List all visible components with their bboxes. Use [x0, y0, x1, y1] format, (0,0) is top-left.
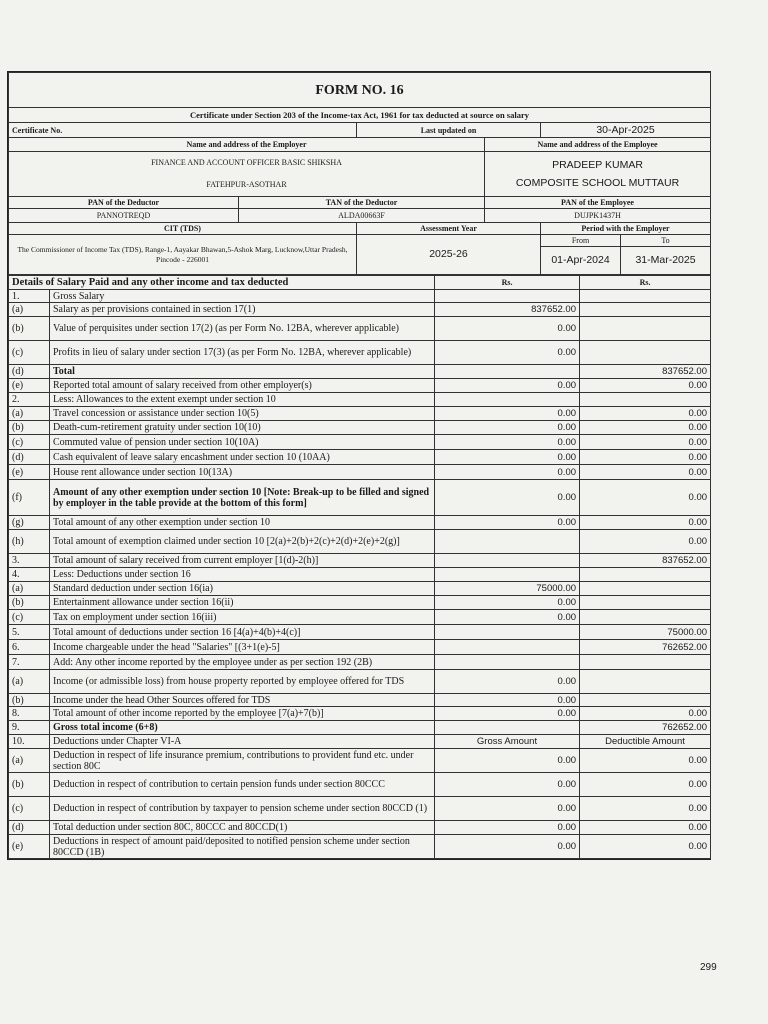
row-total — [580, 582, 711, 596]
tan-deductor-value: ALDA00663F — [239, 209, 485, 223]
row-description: Value of perquisites under section 17(2) (as per Form No. 12BA, wherever applicable) — [50, 317, 435, 341]
table-row — [9, 596, 711, 610]
row-number: 3. — [9, 554, 50, 568]
table-row — [9, 610, 711, 625]
row-description: Total amount of other income reported by the employee [7(a)+7(b)] — [50, 707, 435, 721]
deductions-no: 10. — [9, 735, 50, 749]
employer-name: FINANCE AND ACCOUNT OFFICER BASIC SHIKSHA — [151, 158, 342, 167]
row-number: 8. — [9, 707, 50, 721]
table-row — [9, 393, 711, 407]
pan-employee-label: PAN of the Employee — [485, 197, 711, 209]
row-total — [580, 694, 711, 707]
details-header: Details of Salary Paid and any other income and tax deducted — [9, 276, 435, 290]
row-total: 0.00 — [580, 749, 711, 773]
table-row — [9, 655, 711, 670]
rs-header-1: Rs. — [435, 276, 580, 290]
row-description: Tax on employment under section 16(iii) — [50, 610, 435, 625]
row-number: (e) — [9, 465, 50, 480]
cit-address: The Commissioner of Income Tax (TDS), Range-1, Aayakar Bhawan,5-Ashok Marg, Lucknow,Uttar Pradesh, Pincode - 226001 — [9, 235, 357, 275]
period-from-value: 01-Apr-2024 — [541, 247, 621, 275]
cit-label: CIT (TDS) — [9, 223, 357, 235]
table-row — [9, 516, 711, 530]
row-description: Deduction in respect of life insurance premium, contributions to provident fund etc. under section 80C — [50, 749, 435, 773]
row-amount: 0.00 — [435, 450, 580, 465]
table-row — [9, 435, 711, 450]
table-row — [9, 379, 711, 393]
deduction-row — [9, 797, 711, 821]
row-total: 0.00 — [580, 707, 711, 721]
row-description: Deduction in respect of contribution by taxpayer to pension scheme under section 80CCD (1) — [50, 797, 435, 821]
row-description: Gross total income (6+8) — [50, 721, 435, 735]
table-row — [9, 317, 711, 341]
row-number: (c) — [9, 341, 50, 365]
row-amount — [435, 640, 580, 655]
row-number: (a) — [9, 582, 50, 596]
row-amount: 0.00 — [435, 379, 580, 393]
form-16 — [7, 71, 711, 860]
row-number: (e) — [9, 379, 50, 393]
row-description: Travel concession or assistance under section 10(5) — [50, 407, 435, 421]
assessment-year-value: 2025-26 — [357, 235, 541, 275]
deduction-rows — [9, 749, 711, 859]
row-number: (f) — [9, 480, 50, 516]
row-number: 6. — [9, 640, 50, 655]
row-number: (d) — [9, 821, 50, 835]
row-number: 5. — [9, 625, 50, 640]
row-amount: 0.00 — [435, 435, 580, 450]
row-number: (b) — [9, 773, 50, 797]
row-description: Deduction in respect of contribution to certain pension funds under section 80CCC — [50, 773, 435, 797]
row-total — [580, 610, 711, 625]
deduction-row — [9, 821, 711, 835]
form-header-table — [8, 72, 711, 275]
row-total: 0.00 — [580, 821, 711, 835]
row-number: (a) — [9, 749, 50, 773]
row-description: Amount of any other exemption under section 10 [Note: Break-up to be filled and signed by employer in the table provide at the bottom of this form] — [50, 480, 435, 516]
row-amount: 0.00 — [435, 596, 580, 610]
period-to-value: 31-Mar-2025 — [621, 247, 711, 275]
row-amount: 0.00 — [435, 670, 580, 694]
row-description: Less: Deductions under section 16 — [50, 568, 435, 582]
row-amount — [435, 290, 580, 303]
table-row — [9, 721, 711, 735]
row-total: 0.00 — [580, 516, 711, 530]
employee-label: Name and address of the Employee — [485, 138, 711, 152]
row-amount: 837652.00 — [435, 303, 580, 317]
tan-deductor-label: TAN of the Deductor — [239, 197, 485, 209]
row-amount — [435, 721, 580, 735]
row-amount: 0.00 — [435, 480, 580, 516]
form-title: FORM NO. 16 — [9, 73, 711, 108]
row-total — [580, 655, 711, 670]
period-label: Period with the Employer — [541, 223, 711, 235]
row-total: 0.00 — [580, 797, 711, 821]
row-amount: 0.00 — [435, 516, 580, 530]
row-number: (b) — [9, 421, 50, 435]
last-updated-label: Last updated on — [357, 123, 541, 138]
row-number: 9. — [9, 721, 50, 735]
row-description: Gross Salary — [50, 290, 435, 303]
employer-details — [9, 152, 485, 197]
row-number: (h) — [9, 530, 50, 554]
table-row — [9, 707, 711, 721]
row-amount — [435, 393, 580, 407]
table-row — [9, 568, 711, 582]
employee-address: COMPOSITE SCHOOL MUTTAUR — [515, 177, 680, 189]
row-total: 0.00 — [580, 450, 711, 465]
employee-details — [485, 152, 711, 197]
row-amount: 0.00 — [435, 317, 580, 341]
pan-employee-value: DUJPK1437H — [485, 209, 711, 223]
row-number: (b) — [9, 694, 50, 707]
row-total: 0.00 — [580, 407, 711, 421]
row-amount — [435, 568, 580, 582]
row-total: 0.00 — [580, 480, 711, 516]
row-total: 837652.00 — [580, 365, 711, 379]
row-amount: 0.00 — [435, 465, 580, 480]
table-row — [9, 465, 711, 480]
row-description: House rent allowance under section 10(13A) — [50, 465, 435, 480]
row-amount: 0.00 — [435, 421, 580, 435]
row-number: (g) — [9, 516, 50, 530]
deduction-row — [9, 835, 711, 859]
row-amount: 0.00 — [435, 773, 580, 797]
row-number: 1. — [9, 290, 50, 303]
row-total: 0.00 — [580, 379, 711, 393]
row-amount — [435, 554, 580, 568]
salary-rows — [9, 290, 711, 735]
row-amount: 0.00 — [435, 821, 580, 835]
rs-header-2: Rs. — [580, 276, 711, 290]
row-total: 762652.00 — [580, 721, 711, 735]
row-total: 0.00 — [580, 530, 711, 554]
table-row — [9, 694, 711, 707]
row-total — [580, 670, 711, 694]
row-number: (d) — [9, 365, 50, 379]
row-amount — [435, 530, 580, 554]
row-description: Total — [50, 365, 435, 379]
row-number: (c) — [9, 610, 50, 625]
salary-details-table — [8, 275, 711, 859]
row-total: 0.00 — [580, 435, 711, 450]
row-total — [580, 393, 711, 407]
row-description: Income (or admissible loss) from house property reported by employee offered for TDS — [50, 670, 435, 694]
pan-deductor-value: PANNOTREQD — [9, 209, 239, 223]
table-row — [9, 341, 711, 365]
row-description: Add: Any other income reported by the employee under as per section 192 (2B) — [50, 655, 435, 670]
certificate-text: Certificate under Section 203 of the Income-tax Act, 1961 for tax deducted at source on salary — [9, 108, 711, 123]
row-number: (b) — [9, 317, 50, 341]
row-amount — [435, 625, 580, 640]
row-description: Total amount of salary received from current employer [1(d)-2(h)] — [50, 554, 435, 568]
row-number: (a) — [9, 303, 50, 317]
row-amount: 0.00 — [435, 797, 580, 821]
last-updated-value: 30-Apr-2025 — [541, 123, 711, 138]
table-row — [9, 365, 711, 379]
period-from-label: From — [541, 235, 621, 247]
row-total: 837652.00 — [580, 554, 711, 568]
row-amount — [435, 365, 580, 379]
row-description: Standard deduction under section 16(ia) — [50, 582, 435, 596]
row-description: Total amount of exemption claimed under section 10 [2(a)+2(b)+2(c)+2(d)+2(e)+2(g)] — [50, 530, 435, 554]
deduction-row — [9, 773, 711, 797]
deductions-title: Deductions under Chapter VI-A — [50, 735, 435, 749]
row-description: Commuted value of pension under section 10(10A) — [50, 435, 435, 450]
table-row — [9, 530, 711, 554]
row-number: (b) — [9, 596, 50, 610]
row-description: Deductions in respect of amount paid/deposited to notified pension scheme under section 80CCD (1B) — [50, 835, 435, 859]
table-row — [9, 450, 711, 465]
row-number: 2. — [9, 393, 50, 407]
table-row — [9, 582, 711, 596]
row-amount: 0.00 — [435, 610, 580, 625]
employer-address: FATEHPUR-ASOTHAR — [206, 180, 287, 189]
row-description: Total amount of deductions under section 16 [4(a)+4(b)+4(c)] — [50, 625, 435, 640]
row-total: 0.00 — [580, 835, 711, 859]
row-total — [580, 290, 711, 303]
gross-amount-label: Gross Amount — [435, 735, 580, 749]
row-total — [580, 341, 711, 365]
row-amount: 0.00 — [435, 835, 580, 859]
row-amount: 0.00 — [435, 407, 580, 421]
row-description: Salary as per provisions contained in section 17(1) — [50, 303, 435, 317]
table-row — [9, 554, 711, 568]
row-description: Total amount of any other exemption under section 10 — [50, 516, 435, 530]
deductible-amount-label: Deductible Amount — [580, 735, 711, 749]
row-amount — [435, 655, 580, 670]
row-number: (c) — [9, 797, 50, 821]
table-row — [9, 625, 711, 640]
row-amount: 0.00 — [435, 341, 580, 365]
pan-deductor-label: PAN of the Deductor — [9, 197, 239, 209]
table-row — [9, 421, 711, 435]
table-row — [9, 290, 711, 303]
row-total: 0.00 — [580, 465, 711, 480]
table-row — [9, 640, 711, 655]
row-amount: 0.00 — [435, 707, 580, 721]
row-description: Total deduction under section 80C, 80CCC and 80CCD(1) — [50, 821, 435, 835]
row-description: Income under the head Other Sources offered for TDS — [50, 694, 435, 707]
row-description: Less: Allowances to the extent exempt under section 10 — [50, 393, 435, 407]
row-number: (c) — [9, 435, 50, 450]
row-number: 7. — [9, 655, 50, 670]
row-number: (a) — [9, 407, 50, 421]
deduction-row — [9, 749, 711, 773]
period-to-label: To — [621, 235, 711, 247]
row-description: Income chargeable under the head "Salaries" [(3+1(e)-5] — [50, 640, 435, 655]
table-row — [9, 670, 711, 694]
employer-label: Name and address of the Employer — [9, 138, 485, 152]
row-total: 75000.00 — [580, 625, 711, 640]
employee-name: PRADEEP KUMAR — [552, 159, 643, 171]
row-amount: 0.00 — [435, 694, 580, 707]
row-total — [580, 596, 711, 610]
row-amount: 75000.00 — [435, 582, 580, 596]
row-description: Reported total amount of salary received from other employer(s) — [50, 379, 435, 393]
row-description: Death-cum-retirement gratuity under section 10(10) — [50, 421, 435, 435]
row-number: (e) — [9, 835, 50, 859]
row-total: 0.00 — [580, 421, 711, 435]
row-description: Cash equivalent of leave salary encashment under section 10 (10AA) — [50, 450, 435, 465]
row-total — [580, 317, 711, 341]
row-amount: 0.00 — [435, 749, 580, 773]
row-number: 4. — [9, 568, 50, 582]
certificate-no-label: Certificate No. — [9, 123, 357, 138]
assessment-year-label: Assessment Year — [357, 223, 541, 235]
table-row — [9, 480, 711, 516]
row-total — [580, 568, 711, 582]
row-number: (a) — [9, 670, 50, 694]
table-row — [9, 303, 711, 317]
row-total: 762652.00 — [580, 640, 711, 655]
row-description: Profits in lieu of salary under section 17(3) (as per Form No. 12BA, wherever applicable) — [50, 341, 435, 365]
row-total: 0.00 — [580, 773, 711, 797]
row-total — [580, 303, 711, 317]
table-row — [9, 407, 711, 421]
row-number: (d) — [9, 450, 50, 465]
row-description: Entertainment allowance under section 16(ii) — [50, 596, 435, 610]
page-number: 299 — [700, 962, 717, 973]
